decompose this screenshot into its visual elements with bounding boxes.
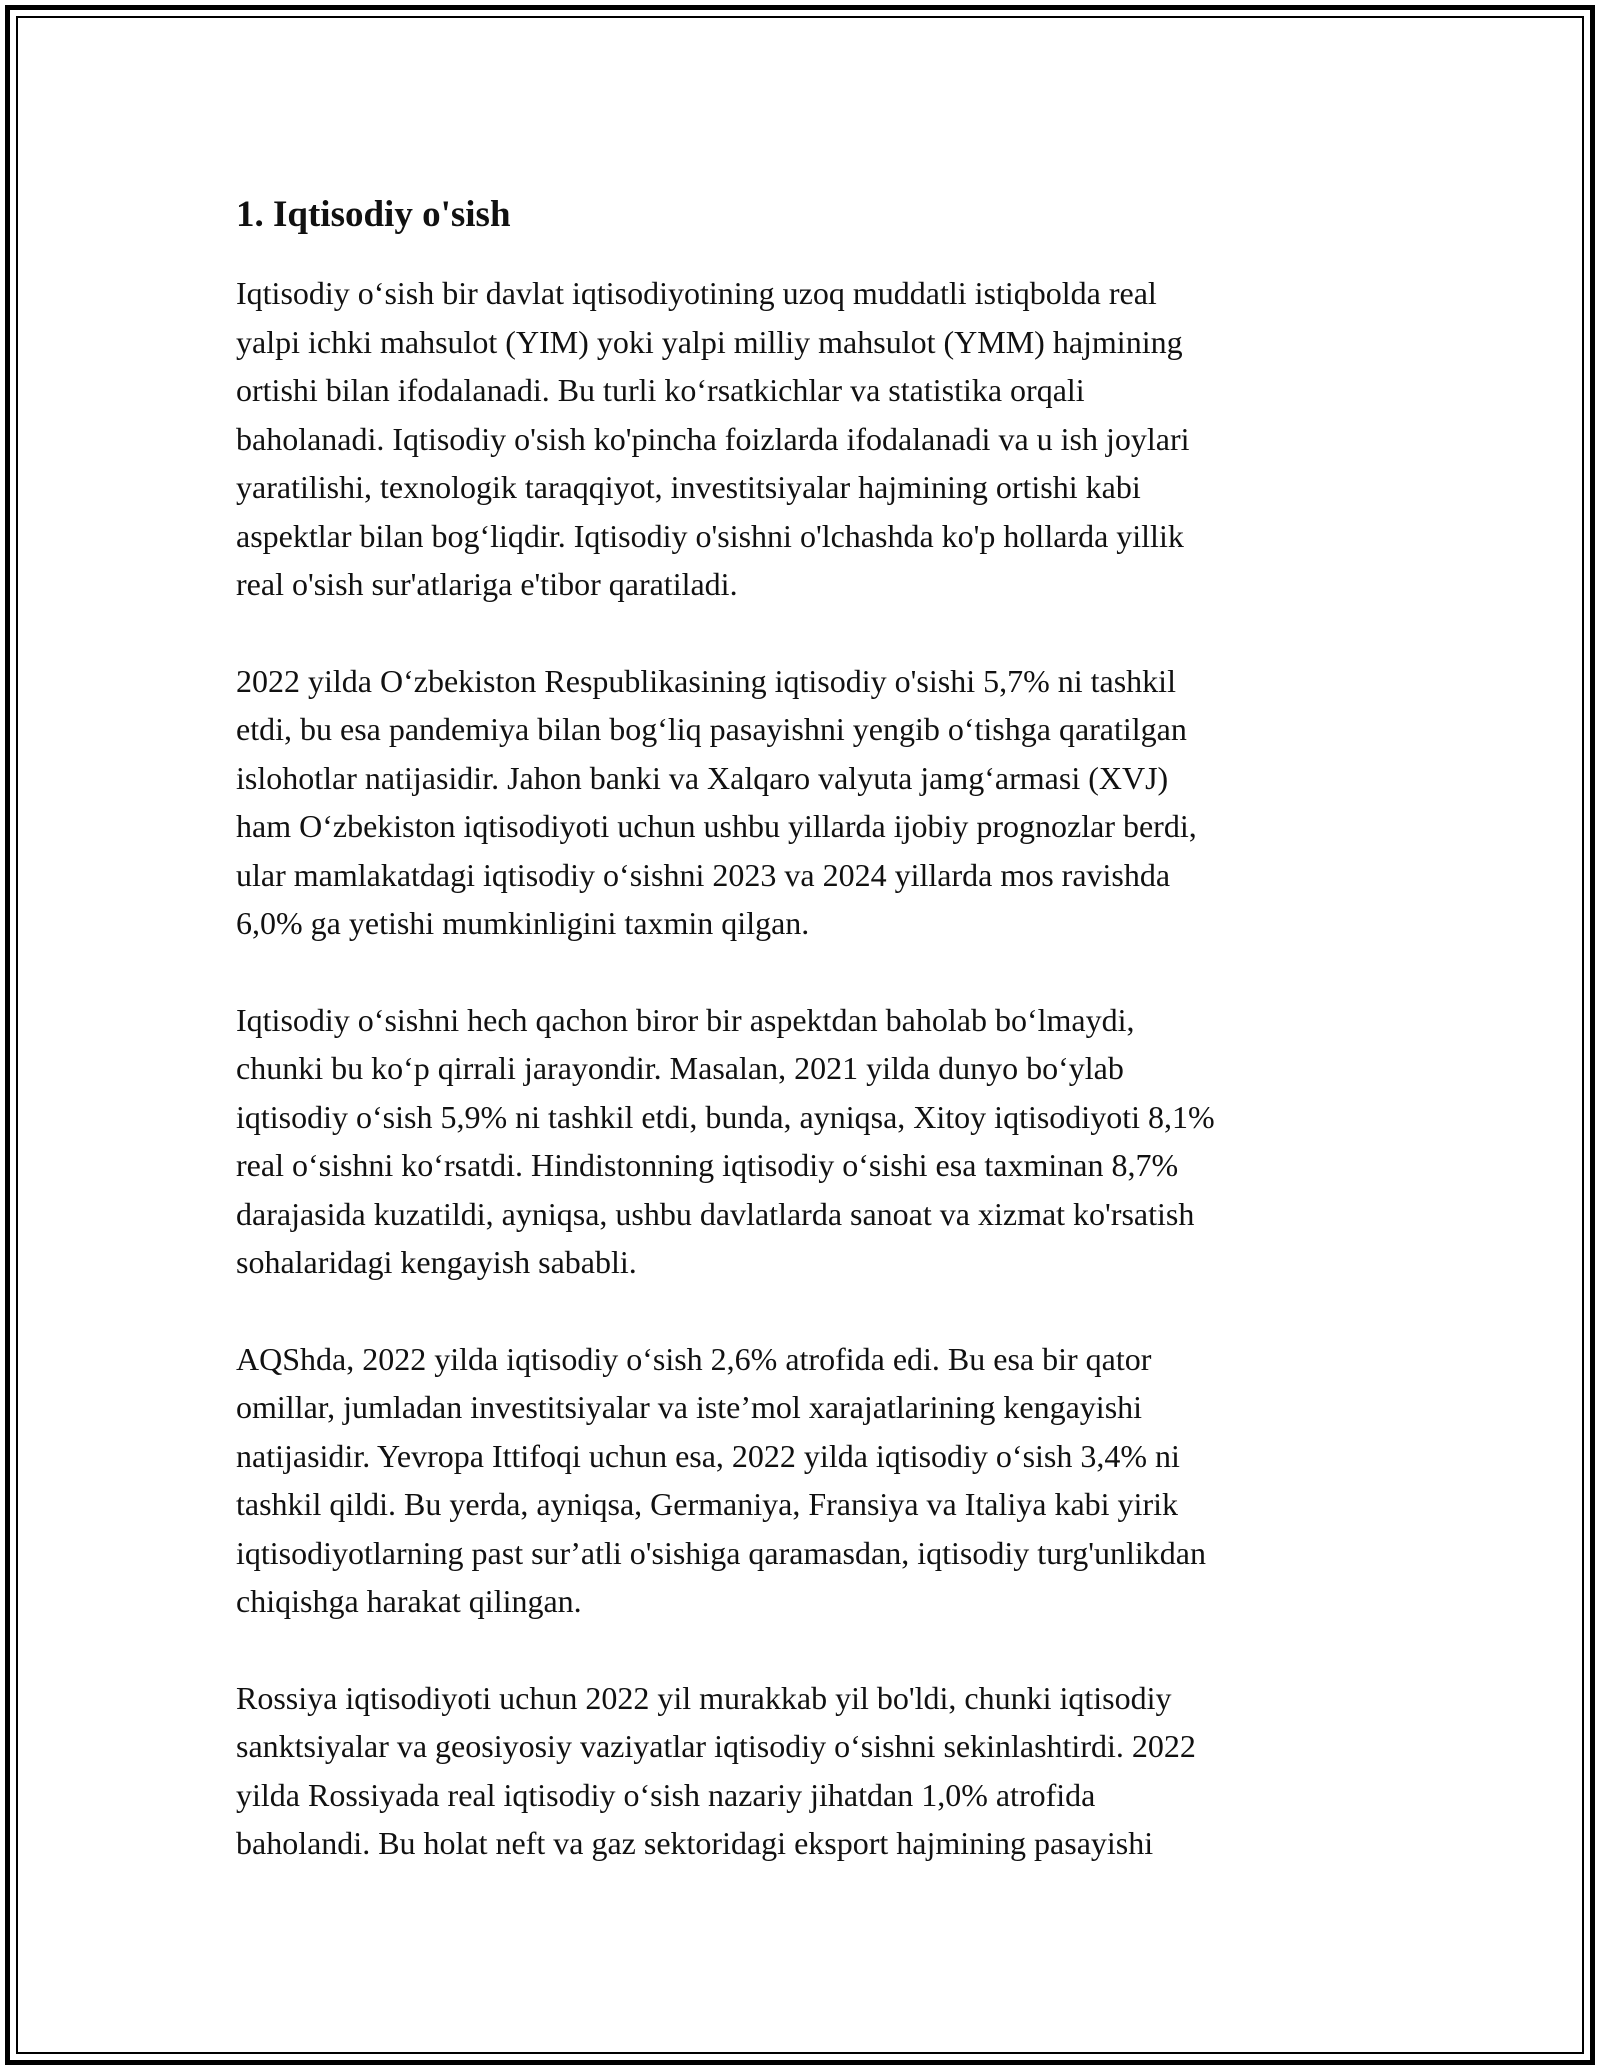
paragraph-russia-growth: Rossiya iqtisodiyoti uchun 2022 yil murakkab yil bo'ldi, chunki iqtisodiy sanktsiyalar va geosiyosiy vaziyatlar iqtisodiy oʻsishni sekinlashtirdi. 2022 yilda Rossiyada real iqtisodiy oʻsish nazariy jihatdan 1,0% atrofida baholandi. Bu holat neft va gaz sektoridagi eksport hajmining pasayishi [236,1679,1196,1861]
section-title: 1. Iqtisodiy o'sish [236,194,511,235]
paragraph-uzbekistan-growth: 2022 yilda Oʻzbekiston Respublikasining iqtisodiy o'sishi 5,7% ni tashkil etdi, bu esa pandemiya bilan bogʻliq pasayishni yengib oʻtishga qaratilgan islohotlar natijasidir. Jahon banki va Xalqaro valyuta jamgʻarmasi (XVJ) ham Oʻzbekiston iqtisodiyoti uchun ushbu yillarda ijobiy prognozlar berdi, ular mamlakatdagi iqtisodiy oʻsishni 2023 va 2024 yillarda mos ravishda 6,0% ga yetishi mumkinligini taxmin qilgan. [236,662,1197,941]
paragraph-usa-eu-growth: AQShda, 2022 yilda iqtisodiy oʻsish 2,6% atrofida edi. Bu esa bir qator omillar, jumladan investitsiyalar va isteʼmol xarajatlarining kengayishi natijasidir. Yevropa Ittifoqi uchun esa, 2022 yilda iqtisodiy oʻsish 3,4% ni tashkil qildi. Bu yerda, ayniqsa, Germaniya, Fransiya va Italiya kabi yirik iqtisodiyotlarning past surʼatli o'sishiga qaramasdan, iqtisodiy turg'unlikdan chiqishga harakat qilingan. [236,1340,1206,1619]
paragraph-world-growth: Iqtisodiy oʻsishni hech qachon biror bir aspektdan baholab boʻlmaydi, chunki bu koʻp qirrali jarayondir. Masalan, 2021 yilda dunyo boʻylab iqtisodiy oʻsish 5,9% ni tashkil etdi, bunda, ayniqsa, Xitoy iqtisodiyoti 8,1% real oʻsishni koʻrsatdi. Hindistonning iqtisodiy oʻsishi esa taxminan 8,7% darajasida kuzatildi, ayniqsa, ushbu davlatlarda sanoat va xizmat ko'rsatish sohalaridagi kengayish sababli. [236,1001,1215,1280]
document-body [236,187,1376,1916]
paragraph-economic-growth-definition: Iqtisodiy oʻsish bir davlat iqtisodiyotining uzoq muddatli istiqbolda real yalpi ichki mahsulot (YIM) yoki yalpi milliy mahsulot (YMM) hajmining ortishi bilan ifodalanadi. Bu turli koʻrsatkichlar va statistika orqali baholanadi. Iqtisodiy o'sish ko'pincha foizlarda ifodalanadi va u ish joylari yaratilishi, texnologik taraqqiyot, investitsiyalar hajmining ortishi kabi aspektlar bilan bogʻliqdir. Iqtisodiy o'sishni o'lchashda ko'p hollarda yillik real o'sish sur'atlariga e'tibor qaratiladi. [236,275,1190,602]
